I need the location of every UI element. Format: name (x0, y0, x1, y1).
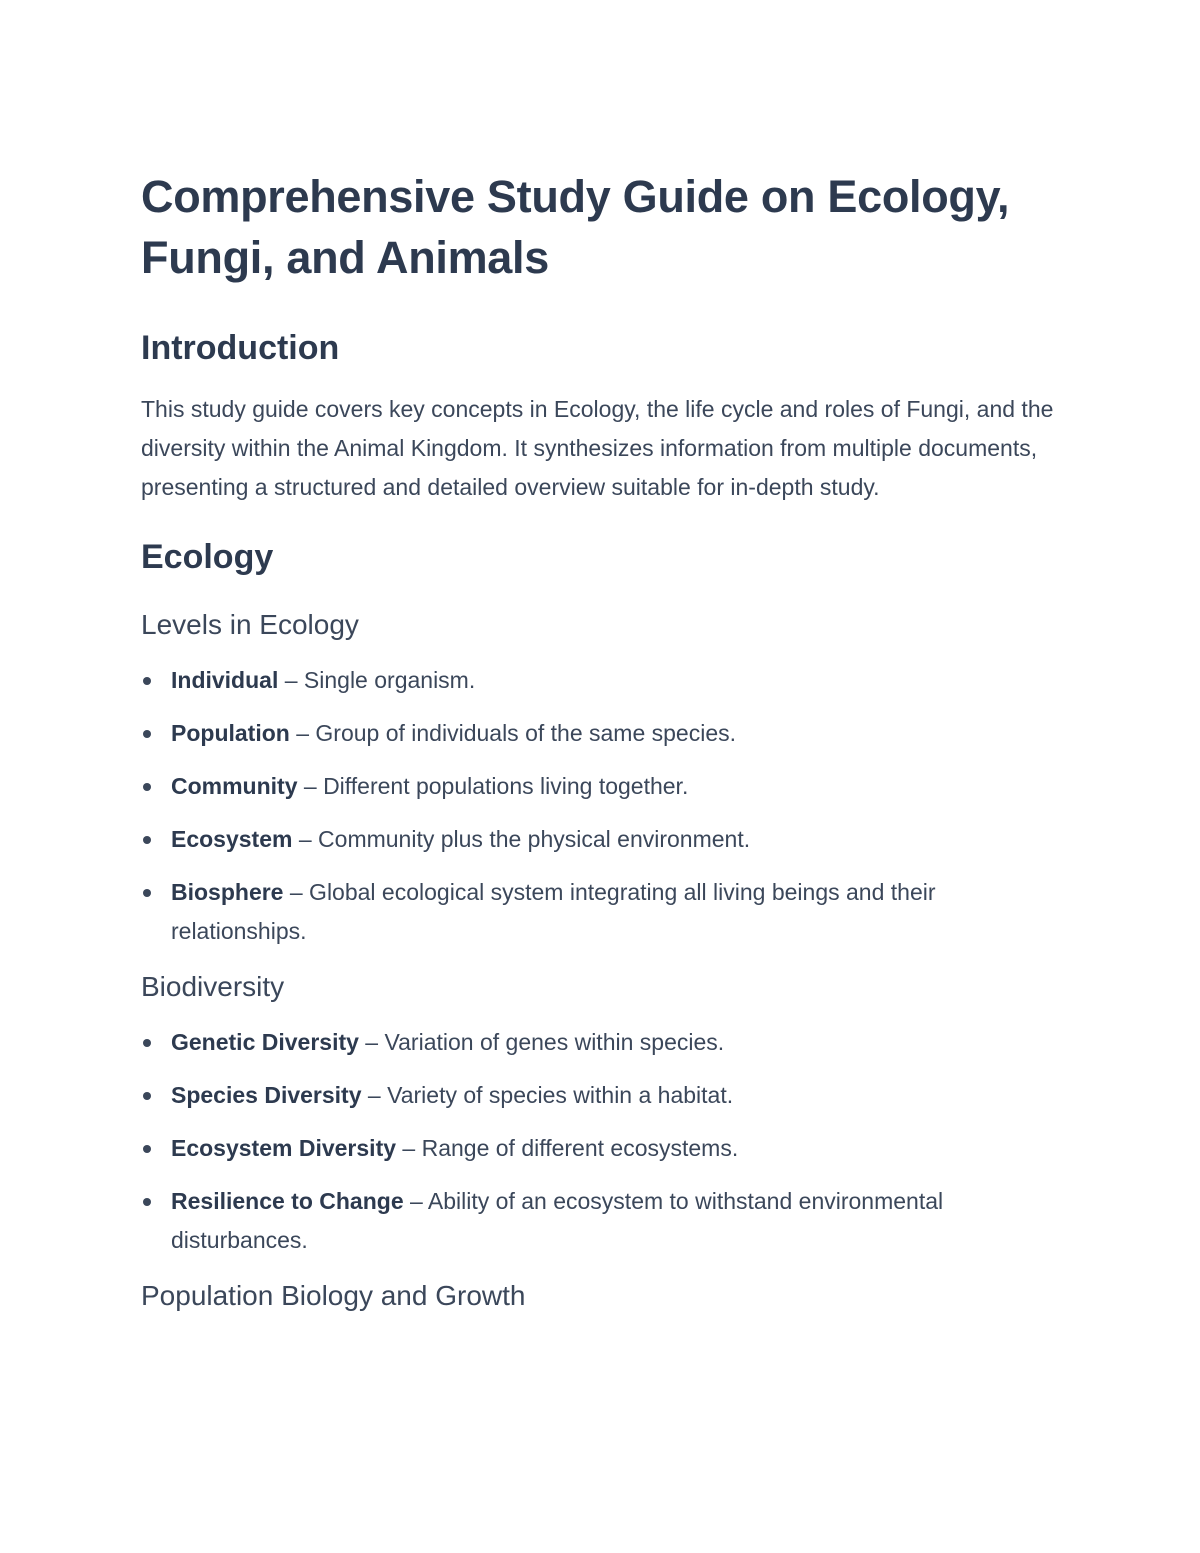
list-item-term: Ecosystem (171, 826, 293, 852)
section-heading-ecology: Ecology (141, 538, 274, 576)
list-item (141, 820, 1061, 859)
document-title: Comprehensive Study Guide on Ecology, Fungi, and Animals (141, 171, 1010, 283)
list-item-term: Individual (171, 667, 279, 693)
introduction-paragraph: This study guide covers key concepts in Ecology, the life cycle and roles of Fungi, and the diversity within the Animal Kingdom. It synthesizes information from multiple documents, presenting a structured and detailed overview suitable for in-depth study. (141, 396, 1054, 500)
bullet-icon (143, 1092, 151, 1100)
list-item-term: Ecosystem Diversity (171, 1135, 397, 1161)
list-item-term: Population (171, 720, 290, 746)
document-page (141, 166, 1061, 1316)
list-item-term: Genetic Diversity (171, 1029, 359, 1055)
biodiversity-list (141, 1023, 1061, 1260)
bullet-icon (143, 1145, 151, 1153)
list-item (141, 1129, 1061, 1168)
section-heading-introduction: Introduction (141, 329, 340, 367)
list-item-desc: – Different populations living together. (297, 773, 689, 799)
list-item-term: Species Diversity (171, 1082, 362, 1108)
list-item (141, 873, 1061, 951)
list-item (141, 1076, 1061, 1115)
list-item-term: Biosphere (171, 879, 284, 905)
list-item-desc: – Ability of an ecosystem to withstand environmental disturbances. (171, 1188, 944, 1253)
list-item (141, 767, 1061, 806)
list-item-desc: – Range of different ecosystems. (396, 1135, 739, 1161)
list-item (141, 714, 1061, 753)
bullet-icon (143, 730, 151, 738)
list-item-desc: – Group of individuals of the same species. (289, 720, 737, 746)
list-item-term: Community (171, 773, 298, 799)
bullet-icon (143, 889, 151, 897)
list-item-desc: – Variation of genes within species. (358, 1029, 725, 1055)
list-item (141, 661, 1061, 700)
subheading-levels-in-ecology: Levels in Ecology (141, 609, 359, 640)
list-item-desc: – Single organism. (278, 667, 476, 693)
list-item-desc: – Community plus the physical environment. (292, 826, 751, 852)
subheading-population-biology: Population Biology and Growth (141, 1280, 526, 1311)
list-item (141, 1182, 1061, 1260)
bullet-icon (143, 783, 151, 791)
list-item-desc: – Global ecological system integrating all living beings and their relationships. (171, 879, 936, 944)
subheading-biodiversity: Biodiversity (141, 971, 285, 1002)
bullet-icon (143, 1039, 151, 1047)
list-item-term: Resilience to Change (171, 1188, 404, 1214)
bullet-icon (143, 677, 151, 685)
levels-list (141, 661, 1061, 951)
bullet-icon (143, 1198, 151, 1206)
list-item (141, 1023, 1061, 1062)
list-item-desc: – Variety of species within a habitat. (361, 1082, 734, 1108)
bullet-icon (143, 836, 151, 844)
